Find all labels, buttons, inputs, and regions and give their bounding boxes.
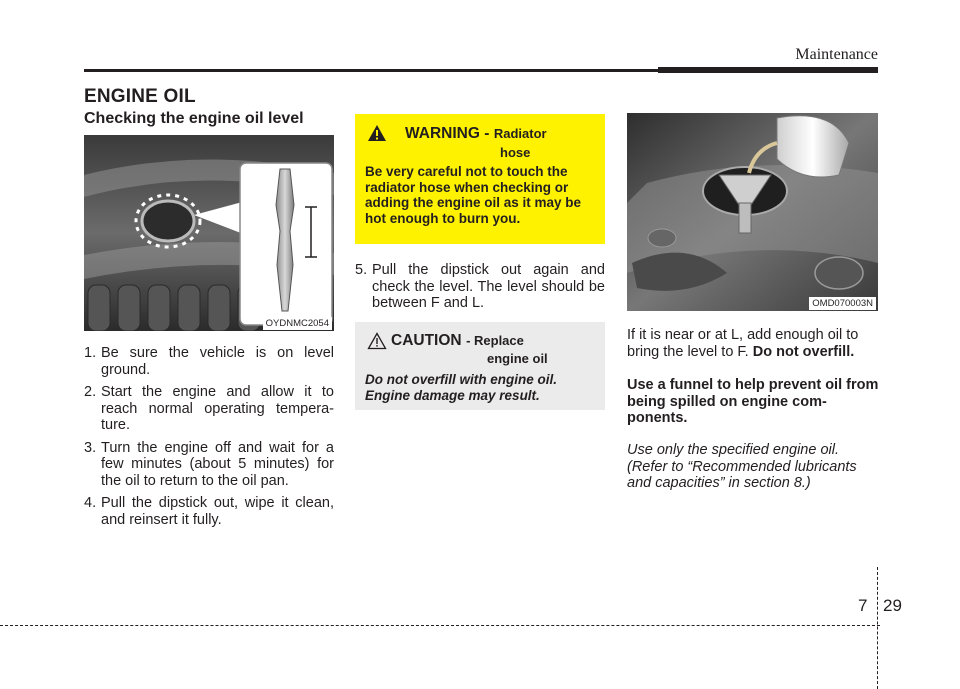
header-rule-accent [658, 67, 878, 73]
list-item: 1. Be sure the vehicle is on level ground. [84, 345, 334, 378]
section-label: Maintenance [795, 46, 878, 63]
figure-code: OYDNMC2054 [263, 317, 332, 330]
list-item: 5. Pull the dipstick out again and check the level. The level should be between F and L. [355, 262, 605, 311]
steps-list-continued [355, 262, 605, 318]
warning-subtitle-2: hose [500, 145, 531, 160]
caution-subtitle: - Replace [466, 333, 524, 348]
refill-text: If it is near or at L, add enough oil to bring the level to F. [627, 327, 859, 360]
list-item: 3. Turn the engine off and wait for a few minutes (about 5 minutes) for the oil to return to the oil pan. [84, 439, 334, 489]
chapter-number: 7 [858, 596, 868, 615]
warning-box [355, 114, 605, 244]
caution-title: CAUTION [391, 332, 462, 349]
page-number: 29 [883, 596, 902, 615]
list-item: 4. Pull the dipstick out, wipe it clean, and reinsert it fully. [84, 495, 334, 528]
figure-code: OMD070003N [809, 297, 876, 310]
caution-text: Do not overfill with engine oil. Engine damage may result. [365, 372, 557, 403]
caution-subtitle-2: engine oil [487, 351, 548, 366]
oil-spec-note: Use only the specified engine oil. (Refer to “Recommended lubricants and capacities” in section 8.) [627, 442, 857, 491]
footer-divider [877, 567, 878, 689]
caution-box [355, 322, 605, 410]
sub-heading: Checking the engine oil level [84, 110, 304, 127]
engine-dipstick-photo [84, 135, 334, 331]
steps-list [84, 345, 334, 534]
refill-instruction [627, 327, 879, 360]
warning-title: WARNING - [405, 125, 490, 142]
caution-triangle-icon [367, 332, 387, 350]
overfill-warning-text: Do not overfill. [752, 343, 855, 360]
warning-subtitle: Radiator [493, 126, 547, 141]
warning-triangle-icon [367, 124, 387, 142]
funnel-tip: Use a funnel to help prevent oil from being spilled on engine com-ponents. [627, 377, 879, 426]
warning-text: Be very careful not to touch the radiator hose when checking or adding the engine oil as it may be hot enough to burn you. [365, 164, 582, 226]
list-item: 2. Start the engine and allow it to reach normal operating tempera-ture. [84, 384, 334, 433]
funnel-oil-photo [627, 113, 878, 311]
section-title: ENGINE OIL [84, 86, 196, 107]
footer-rule [0, 625, 880, 626]
